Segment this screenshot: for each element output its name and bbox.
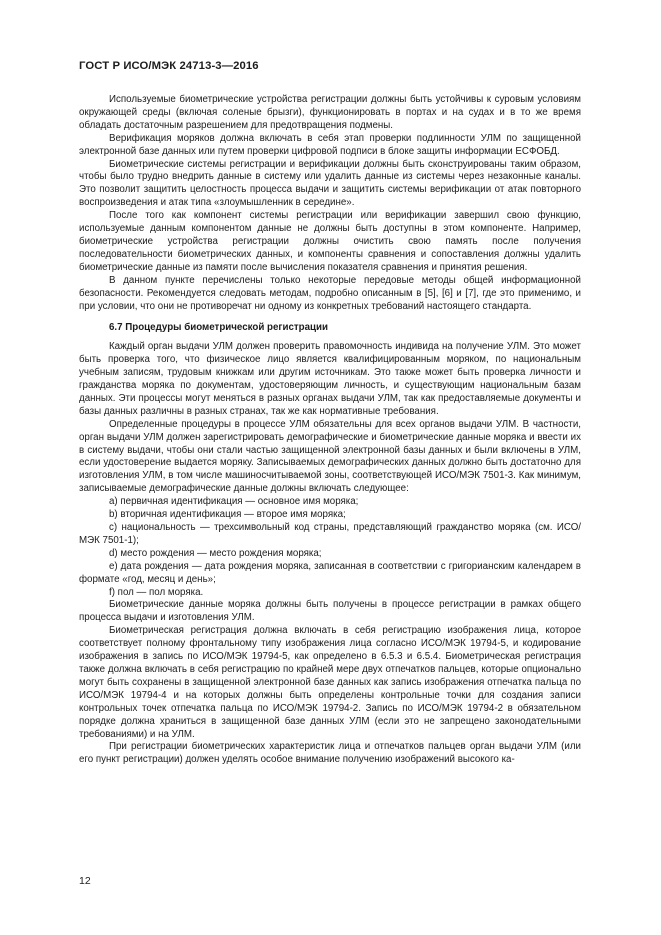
paragraph: Определенные процедуры в процессе УЛМ обязательны для всех органов выдачи УЛМ. В частности, орган выдачи УЛМ должен зарегистрировать демографические и биометрические данные моряка и ввести их в систему выдачи, чтобы они стали частью защищенной электронной базы данных и были включены в УЛМ, если удостоверение выдается моряку. Записываемых демографических данных должно быть достаточно для изготовления УЛМ, в том числе машиносчитываемой зоны, соответствующей ИСО/МЭК 7501-3. Как минимум, записываемые демографические данные должны включать следующее:	[79, 418, 581, 495]
paragraph: В данном пункте перечислены только некоторые передовые методы общей информационной безопасности. Рекомендуется следовать методам, подробно описанным в [5], [6] и [7], где это применимо, и при условии, что они не противоречат ни одному из конкретных требований настоящего стандарта.	[79, 274, 581, 312]
paragraph: Верификация моряков должна включать в себя этап проверки подлинности УЛМ по защищенной электронной базе данных или путем проверки цифровой подписи в блоке защиты информации ЕСФОБД.	[79, 132, 581, 157]
document-body	[79, 94, 581, 767]
paragraph: Каждый орган выдачи УЛМ должен проверить правомочность индивида на получение УЛМ. Это может быть проверка того, что физическое лицо является квалифицированным моряком, по национальным учебным записям, трудовым книжкам или другим источникам. Это также может быть проверка личности и гражданства моряка по документам, удостоверяющим личность, и существующим национальным базам данных. Эти процессы могут меняться в разных органах выдачи УЛМ, так как предоставляемые документы и базы данных различны в разных странах, так же как нормативные требования.	[79, 341, 581, 417]
list-item: c) национальность — трехсимвольный код страны, представляющий гражданство моряка (см. ИСО/МЭК 7501-1);	[79, 522, 581, 546]
paragraph: Биометрические системы регистрации и верификации должны быть сконструированы таким образом, чтобы было трудно внедрить данные в систему или удалить данные из системы через незаконные каналы. Это позволит защитить целостность процесса выдачи и защитить системы верификации от атак повторного воспроизведения и атак типа «злоумышленник в середине».	[79, 158, 581, 209]
document-header: ГОСТ Р ИСО/МЭК 24713-3—2016	[79, 60, 259, 72]
list-item: e) дата рождения — дата рождения моряка, записанная в соответствии с григорианским календарем в формате «год, месяц и день»;	[79, 560, 581, 585]
list-item: a) первичная идентификация — основное имя моряка;	[109, 496, 359, 508]
paragraph: Биометрические данные моряка должны быть получены в процессе регистрации в рамках общего процесса выдачи и изготовления УЛМ.	[79, 599, 581, 624]
page-number: 12	[79, 875, 91, 887]
list-item: d) место рождения — место рождения моряка;	[109, 547, 322, 559]
paragraph: Используемые биометрические устройства регистрации должны быть устойчивы к суровым условиям окружающей среды (включая соленые брызги), функционировать в портах и на судах и в то же время обладать достаточным разрешением для предотвращения подмены.	[79, 94, 581, 131]
paragraph: При регистрации биометрических характеристик лица и отпечатков пальцев орган выдачи УЛМ (или его пункт регистрации) должен уделять особое внимание получению изображений высокого ка-	[79, 741, 581, 766]
list-item: f) пол — пол моряка.	[109, 586, 204, 598]
paragraph: Биометрическая регистрация должна включать в себя регистрацию изображения лица, которое соответствует полному фронтальному типу изображения лица согласно ИСО/МЭК 19794-5, и кодирование изображения в запись по ИСО/МЭК 19794-5, как определено в 6.5.3 и 6.5.4. Биометрическая регистрация также должна включать в себя регистрацию по крайней мере двух отпечатков пальцев, которые опционально могут быть сохранены в защищенной электронной базе данных как запись изображения отпечатка пальца по ИСО/МЭК 19794-4 и на которых должны быть определены контрольные точки для создания записи контрольных точек отпечатка пальца по ИСО/МЭК 19794-2. Запись по ИСО/МЭК 19794-2 в обязательном порядке должна храниться в защищенной базе данных УЛМ (если это не запрещено законодательными требованиями) и на УЛМ.	[79, 625, 581, 740]
section-heading: 6.7 Процедуры биометрической регистрации	[109, 322, 329, 334]
paragraph: После того как компонент системы регистрации или верификации завершил свою функцию, используемые данным компонентом данные не должны быть доступны в этом компоненте. Например, биометрические устройства регистрации должны очистить свою память после получения последовательности биометрических данных, и компоненты сравнения и сопоставления должны удалить биометрические данные из памяти после вычисления показателя сравнения и принятия решения.	[79, 210, 581, 273]
list-item: b) вторичная идентификация — второе имя моряка;	[109, 509, 346, 521]
